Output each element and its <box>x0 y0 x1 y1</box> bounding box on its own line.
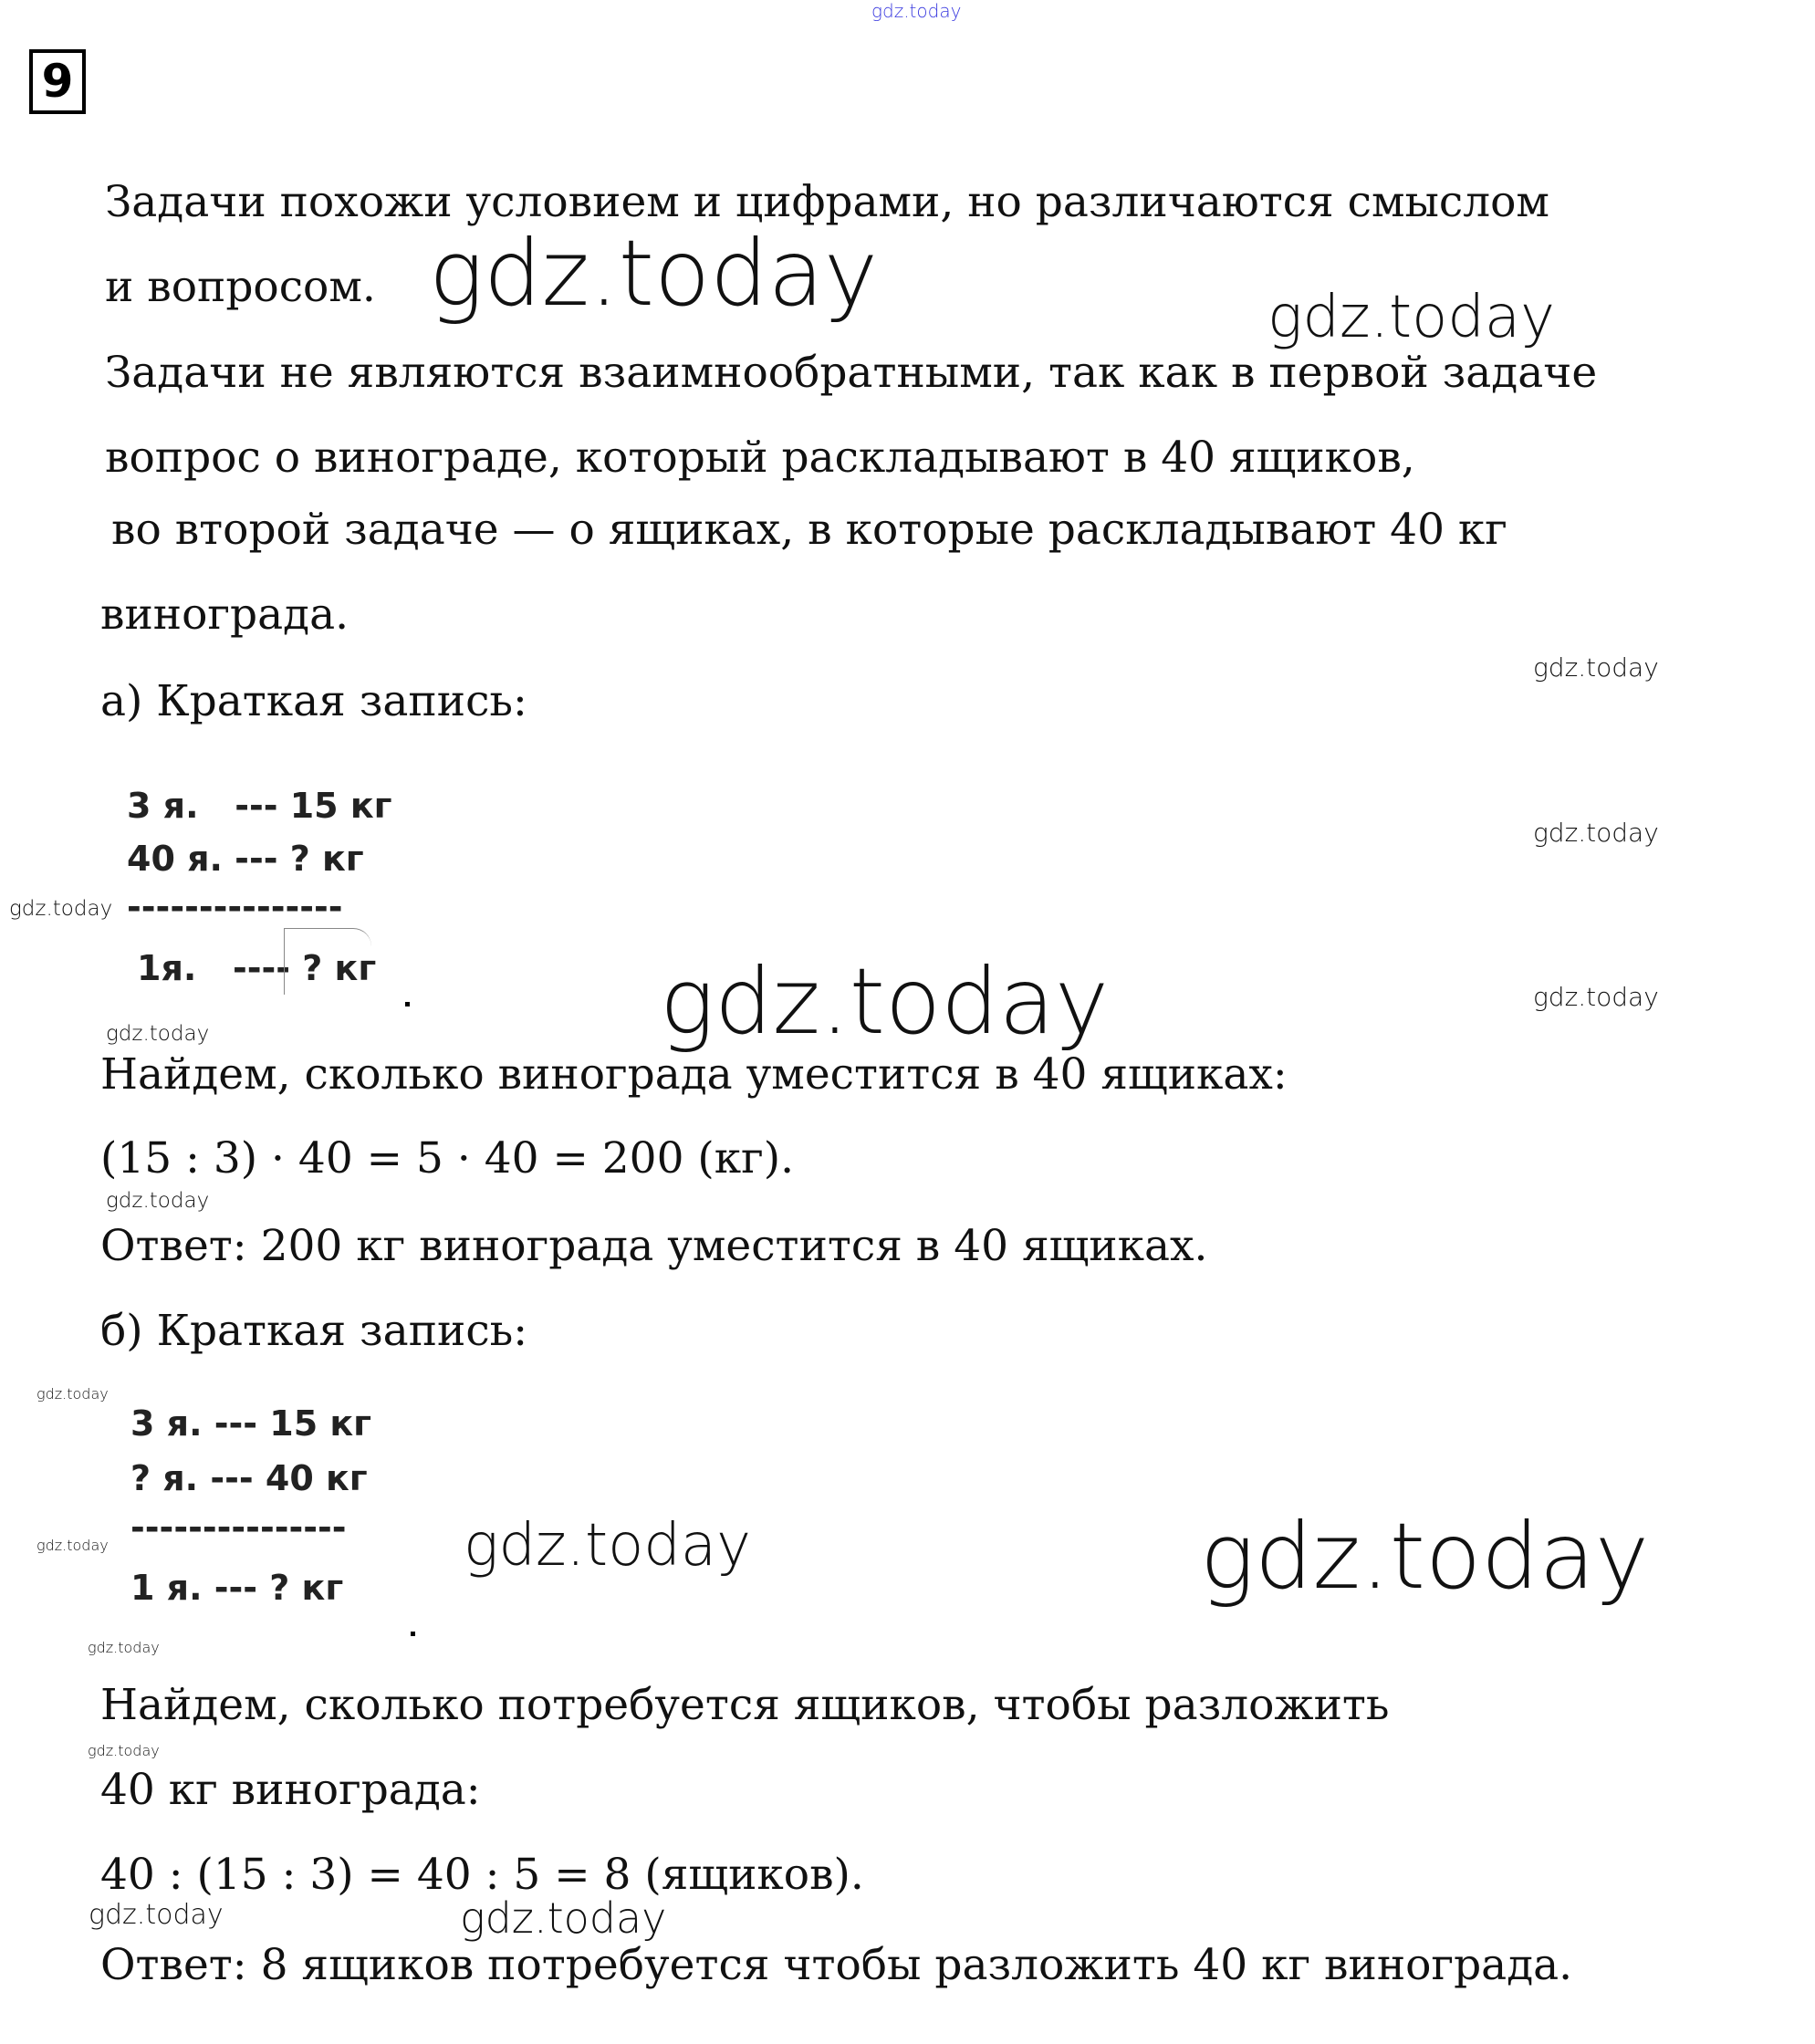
answer: Ответ: 8 ящиков потребуется чтобы разложить 40 кг винограда. <box>100 1940 1573 1990</box>
paragraph-line: винограда. <box>100 589 349 640</box>
part-a-heading: а) Краткая запись: <box>100 676 527 726</box>
short-record-line: 3 я. --- 15 кг <box>127 786 392 826</box>
watermark: gdz.today <box>106 1189 210 1213</box>
dot-mark <box>405 1002 410 1006</box>
watermark: gdz.today <box>37 1385 109 1403</box>
solution-intro: Найдем, сколько винограда уместится в 40 ящиках: <box>100 1049 1288 1100</box>
watermark: gdz.today <box>1533 652 1659 683</box>
watermark: gdz.today <box>464 1512 751 1580</box>
paragraph-line: Задачи не являются взаимнообратными, так как в первой задаче <box>105 348 1598 398</box>
watermark: gdz.today <box>89 1899 224 1931</box>
short-record-line: 1 я. --- ? кг <box>130 1568 344 1608</box>
short-record-line: 1я. ---- ? кг <box>137 948 377 988</box>
bracket-mark <box>284 928 371 995</box>
short-record-line: 3 я. --- 15 кг <box>130 1403 372 1444</box>
paragraph-line: Задачи похожи условием и цифрами, но различаются смыслом <box>105 177 1549 227</box>
watermark-top: gdz.today <box>871 0 962 22</box>
watermark: gdz.today <box>37 1537 109 1554</box>
answer: Ответ: 200 кг винограда уместится в 40 ящиках. <box>100 1221 1208 1271</box>
watermark: gdz.today <box>106 1022 210 1046</box>
watermark: gdz.today <box>9 897 113 921</box>
dot-mark <box>411 1632 415 1636</box>
solution-intro: 40 кг винограда: <box>100 1765 481 1815</box>
watermark: gdz.today <box>88 1742 160 1759</box>
watermark: gdz.today <box>460 1893 667 1943</box>
watermark: gdz.today <box>1200 1503 1650 1610</box>
short-record-divider: --------------- <box>127 887 343 927</box>
short-record-divider: --------------- <box>130 1507 347 1548</box>
watermark: gdz.today <box>1267 284 1555 351</box>
watermark: gdz.today <box>1533 982 1659 1012</box>
watermark: gdz.today <box>660 948 1110 1055</box>
short-record-line: 40 я. --- ? кг <box>127 839 364 879</box>
watermark: gdz.today <box>429 220 879 327</box>
solution-intro: Найдем, сколько потребуется ящиков, чтобы разложить <box>100 1680 1390 1730</box>
equation: (15 : 3) · 40 = 5 · 40 = 200 (кг). <box>100 1133 795 1184</box>
watermark: gdz.today <box>1533 818 1659 848</box>
equation: 40 : (15 : 3) = 40 : 5 = 8 (ящиков). <box>100 1850 864 1900</box>
paragraph-line: во второй задаче — о ящиках, в которые раскладывают 40 кг <box>111 505 1507 555</box>
watermark: gdz.today <box>88 1639 160 1656</box>
paragraph-line: вопрос о винограде, который раскладывают в 40 ящиков, <box>105 433 1415 483</box>
part-b-heading: б) Краткая запись: <box>100 1306 528 1356</box>
paragraph-line: и вопросом. <box>105 262 376 312</box>
task-number: 9 <box>29 49 86 114</box>
short-record-line: ? я. --- 40 кг <box>130 1458 368 1498</box>
